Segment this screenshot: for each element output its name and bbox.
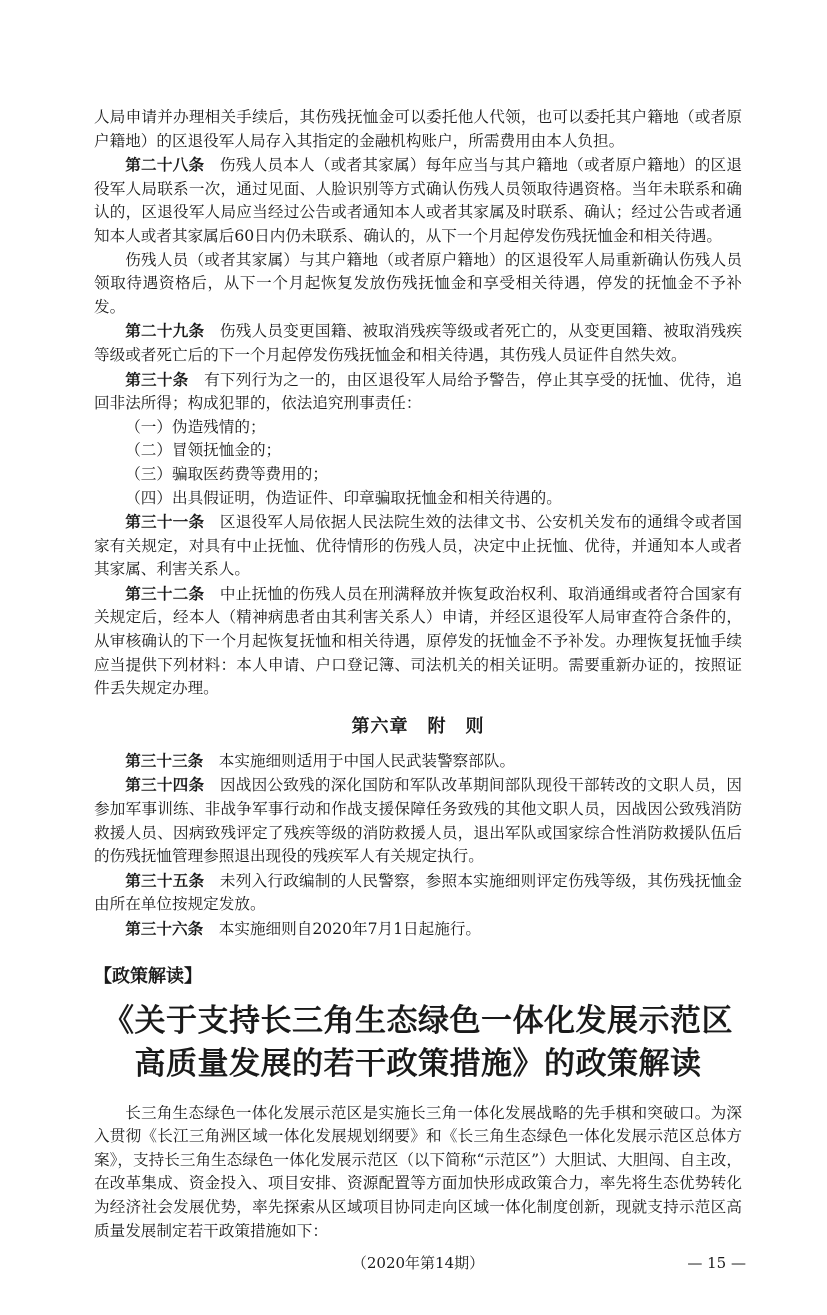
paragraph-text: 伤残人员（或者其家属）与其户籍地（或者原户籍地）的区退役军人局重新确认伤残人员领取待遇资格后，从下一个月起恢复发放伤残抚恤金和享受相关待遇，停发的抚恤金不予补发。 (94, 250, 742, 316)
article-paragraph (94, 249, 742, 320)
list-item (94, 463, 742, 487)
article-lead: 第三十三条 (125, 750, 204, 770)
paragraph-text: 人局申请并办理相关手续后，其伤残抚恤金可以委托他人代领，也可以委托其户籍地（或者原户籍地）的区退役军人局存入其指定的金融机构账户，所需费用由本人负担。 (94, 108, 742, 150)
article-lead: 第三十二条 (125, 583, 205, 603)
article-lead: 第二十九条 (125, 321, 205, 341)
document-body (94, 106, 742, 942)
list-item (94, 487, 742, 511)
article-31 (94, 510, 742, 582)
page-number: — 15 — (687, 1254, 746, 1273)
article-paragraph (94, 106, 742, 153)
intro-paragraph: 长三角生态绿色一体化发展示范区是实施长三角一体化发展战略的先手棋和突破口。为深入贯彻《长江三角洲区域一体化发展规划纲要》和《长三角生态绿色一体化发展示范区总体方案》，支持长三角生态绿色一体化发展示范区（以下简称“示范区”）大胆试、大胆闯、自主改，在改革集成、资金投入、项目安排、资源配置等方面加快形成政策合力，率先将生态优势转化为经济社会发展优势，率先探索从区域项目协同走向区域一体化制度创新，现就支持示范区高质量发展制定若干政策措施如下： (94, 1103, 742, 1240)
paragraph-text: 区退役军人局依据人民法院生效的法律文书、公安机关发布的通缉令或者国家有关规定，对具有中止抚恤、优待情形的伤残人员，决定中止抚恤、优待，并通知本人或者其家属、利害关系人。 (94, 513, 742, 579)
article-lead: 第三十条 (125, 369, 189, 389)
article-title (60, 1000, 776, 1086)
title-line-2: 高质量发展的若干政策措施》的政策解读 (134, 1045, 702, 1082)
section-tag: 【政策解读】 (94, 965, 202, 987)
article-29 (94, 319, 742, 367)
article-33 (94, 749, 742, 774)
paragraph-text: 未列入行政编制的人民警察，参照本实施细则评定伤残等级，其伤残抚恤金由所在单位按规定发放。 (94, 871, 742, 914)
paragraph-text: 因战因公致残的深化国防和军队改革期间部队现役干部转改的文职人员，因参加军事训练、非战争军事行动和作战支援保障任务致残的其他文职人员，因战因公致残消防救援人员、因病致残评定了残疾等级的消防救援人员，退出军队或国家综合性消防救援队伍后的伤残抚恤管理参照退出现役的残疾军人有关规定执行。 (94, 776, 742, 866)
footer-issue: （2020年第14期） (351, 1254, 485, 1273)
article-lead: 第三十五条 (125, 870, 205, 890)
paragraph-text: （四）出具假证明，伪造证件、印章骗取抚恤金和相关待遇的。 (125, 488, 562, 507)
article-lead: 第三十一条 (125, 512, 205, 532)
title-line-1: 《关于支持长三角生态绿色一体化发展示范区 (103, 1002, 733, 1039)
paragraph-text: （一）伪造残情的； (125, 417, 266, 436)
article-lead: 第三十六条 (125, 919, 204, 938)
intro-section (94, 1102, 742, 1244)
article-35 (94, 869, 742, 917)
paragraph-text: 本实施细则自2020年7月1日起施行。 (218, 920, 482, 938)
paragraph-text: 本实施细则适用于中国人民武装警察部队。 (218, 751, 516, 770)
article-36 (94, 917, 742, 942)
paragraph-text: （二）冒领抚恤金的； (125, 441, 282, 460)
article-34 (94, 773, 742, 868)
article-32 (94, 582, 742, 701)
paragraph-text: （三）骗取医药费等费用的； (125, 464, 328, 483)
chapter-heading: 第六章 附 则 (351, 715, 485, 737)
list-item (94, 439, 742, 463)
paragraph-text: 伤残人员变更国籍、被取消残疾等级或者死亡的，从变更国籍、被取消残疾等级或者死亡后的下一个月起停发伤残抚恤金和相关待遇，其伤残人员证件自然失效。 (94, 322, 742, 364)
paragraph-text: 伤残人员本人（或者其家属）每年应当与其户籍地（或者原户籍地）的区退役军人局联系一次，通过见面、人脸识别等方式确认伤残人员领取待遇资格。当年未联系和确认的，区退役军人局应当经过公告或者通知本人或者其家属及时联系、确认；经过公告或者通知本人或者其家属后60日内仍未联系、确认的，从下一个月起停发伤残抚恤金和相关待遇。 (94, 156, 742, 245)
list-item (94, 416, 742, 440)
article-lead: 第二十八条 (125, 155, 205, 175)
paragraph-text: 中止抚恤的伤残人员在刑满释放并恢复政治权利、取消通缉或者符合国家有关规定后，经本人（精神病患者由其利害关系人）申请，并经区退役军人局审查符合条件的，从审核确认的下一个月起恢复抚恤和相关待遇，原停发的抚恤金不予补发。办理恢复抚恤手续应当提供下列材料：本人申请、户口登记簿、司法机关的相关证明。需要重新办证的，按照证件丢失规定办理。 (94, 584, 742, 698)
article-lead: 第三十四条 (125, 775, 205, 795)
article-30 (94, 368, 742, 416)
article-28 (94, 153, 742, 248)
page-footer (94, 1251, 746, 1275)
paragraph-text: 有下列行为之一的，由区退役军人局给予警告，停止其享受的抚恤、优待，追回非法所得；构成犯罪的，依法追究刑事责任： (94, 370, 742, 413)
